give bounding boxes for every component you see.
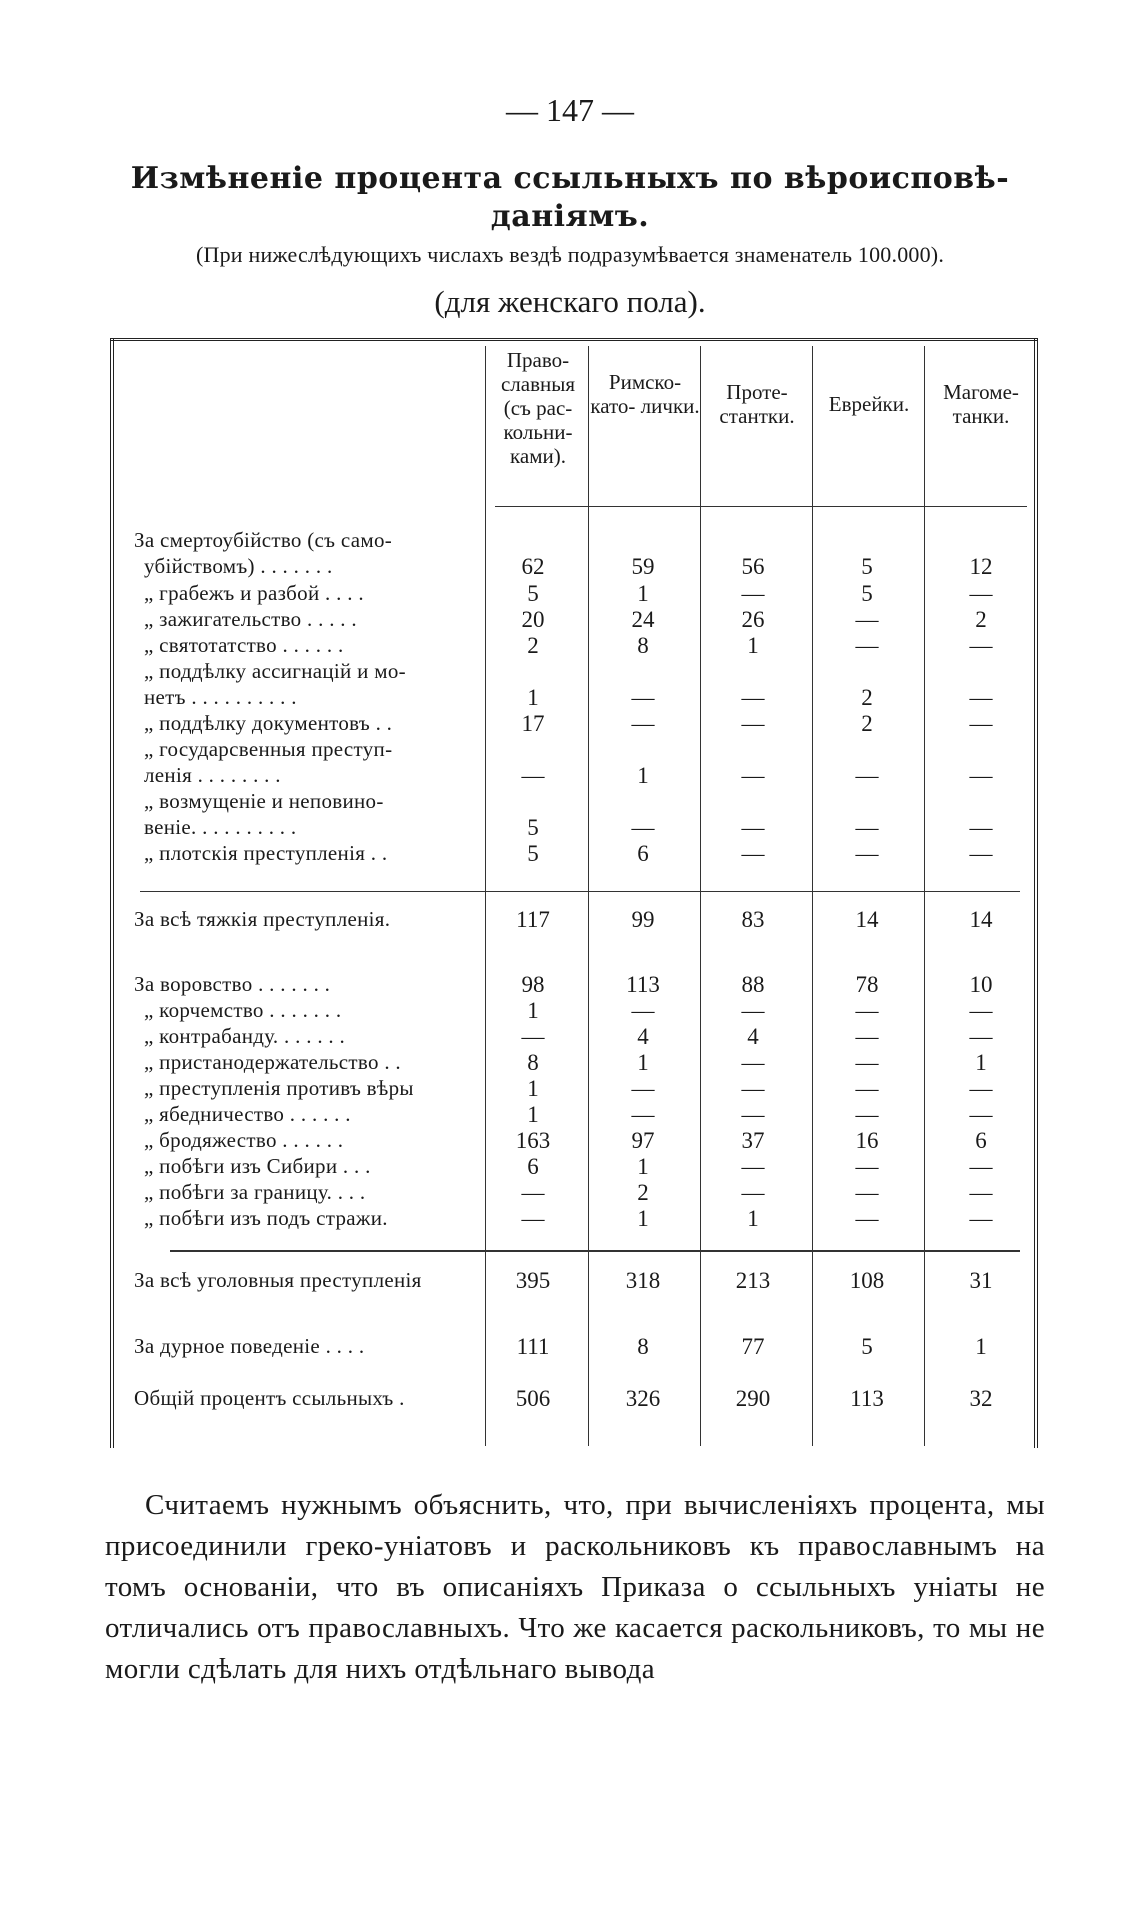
table-row bbox=[110, 1154, 1038, 1180]
cell-value: 4 bbox=[747, 1024, 759, 1049]
row-label: „ государсвенныя преступ- bbox=[144, 737, 393, 761]
cell-value: — bbox=[969, 1024, 993, 1049]
table-row bbox=[110, 1024, 1038, 1050]
cell-value: — bbox=[741, 998, 765, 1023]
cell-value: 88 bbox=[741, 972, 765, 997]
cell-value: 1 bbox=[637, 1154, 649, 1179]
cell-value: — bbox=[969, 815, 993, 840]
cell-value: 117 bbox=[516, 907, 550, 932]
cell-value: 8 bbox=[637, 1334, 649, 1359]
header-orthodox: Право- славныя (съ рас- кольни- ками). bbox=[500, 348, 576, 468]
cell-value: 1 bbox=[527, 685, 539, 710]
cell-value: 1 bbox=[527, 1076, 539, 1101]
cell-value: — bbox=[969, 763, 993, 788]
row-label: „ бродяжество . . . . . . bbox=[144, 1128, 344, 1152]
table-row bbox=[110, 1050, 1038, 1076]
row-label: „ пристанодержательство . . bbox=[144, 1050, 401, 1074]
table-top-border bbox=[110, 338, 1038, 341]
cell-value: — bbox=[631, 1102, 655, 1127]
cell-value: 83 bbox=[741, 907, 765, 932]
section-divider bbox=[140, 891, 1020, 892]
table-row bbox=[110, 1076, 1038, 1102]
cell-value: — bbox=[741, 763, 765, 788]
page-number: — 147 — bbox=[506, 92, 634, 128]
row-label: „ корчемство . . . . . . . bbox=[144, 998, 342, 1022]
cell-value: 5 bbox=[527, 815, 539, 840]
cell-value: 5 bbox=[861, 554, 873, 579]
cell-value: 6 bbox=[527, 1154, 539, 1179]
cell-value: 113 bbox=[626, 972, 660, 997]
cell-value: — bbox=[969, 998, 993, 1023]
cell-value: 59 bbox=[631, 554, 655, 579]
cell-value: 5 bbox=[527, 581, 539, 606]
cell-value: 32 bbox=[969, 1386, 993, 1411]
cell-value: — bbox=[741, 1154, 765, 1179]
section-divider bbox=[170, 1250, 1020, 1252]
data-table bbox=[110, 338, 1038, 1448]
cell-value: 20 bbox=[521, 607, 545, 632]
cell-value: — bbox=[855, 998, 879, 1023]
cell-value: 78 bbox=[855, 972, 879, 997]
table-row bbox=[110, 763, 1038, 789]
cell-value: — bbox=[855, 1154, 879, 1179]
cell-value: — bbox=[969, 1154, 993, 1179]
cell-value: — bbox=[855, 1024, 879, 1049]
table-row-total bbox=[110, 1386, 1038, 1412]
cell-value: 2 bbox=[637, 1180, 649, 1205]
cell-value: — bbox=[741, 815, 765, 840]
row-label: „ грабежъ и разбой . . . . bbox=[144, 581, 364, 605]
table-row bbox=[110, 1102, 1038, 1128]
table-row-total bbox=[110, 1268, 1038, 1294]
cell-value: — bbox=[521, 1024, 545, 1049]
cell-value: 1 bbox=[637, 581, 649, 606]
cell-value: 16 bbox=[855, 1128, 879, 1153]
cell-value: 213 bbox=[735, 1268, 771, 1293]
table-row bbox=[110, 607, 1038, 633]
cell-value: — bbox=[969, 685, 993, 710]
cell-value: — bbox=[855, 763, 879, 788]
cell-value: 98 bbox=[521, 972, 545, 997]
cell-value: 1 bbox=[747, 1206, 759, 1231]
cell-value: — bbox=[855, 1180, 879, 1205]
cell-value: — bbox=[855, 841, 879, 866]
cell-value: 56 bbox=[741, 554, 765, 579]
row-label: За всѣ уголовныя преступленія bbox=[134, 1268, 422, 1292]
cell-value: 1 bbox=[975, 1050, 987, 1075]
cell-value: 108 bbox=[849, 1268, 885, 1293]
cell-value: — bbox=[741, 1050, 765, 1075]
row-label: „ зажигательство . . . . . bbox=[144, 607, 357, 631]
row-label: ленія . . . . . . . . bbox=[144, 763, 281, 787]
cell-value: 1 bbox=[527, 998, 539, 1023]
row-label: „ поддѣлку документовъ . . bbox=[144, 711, 393, 735]
cell-value: — bbox=[855, 1102, 879, 1127]
table-row-total bbox=[110, 907, 1038, 933]
cell-value: — bbox=[521, 1180, 545, 1205]
cell-value: 6 bbox=[975, 1128, 987, 1153]
row-label: „ святотатство . . . . . . bbox=[144, 633, 344, 657]
cell-value: 5 bbox=[527, 841, 539, 866]
cell-value: 1 bbox=[747, 633, 759, 658]
subtitle-gender: (для женскаго пола). bbox=[434, 284, 706, 319]
table-row bbox=[110, 815, 1038, 841]
row-label: „ поддѣлку ассигнацій и мо- bbox=[144, 659, 406, 683]
cell-value: 5 bbox=[861, 1334, 873, 1359]
cell-value: — bbox=[631, 711, 655, 736]
cell-value: 14 bbox=[855, 907, 879, 932]
row-label: веніе. . . . . . . . . . bbox=[144, 815, 297, 839]
row-label: За дурное поведеніе . . . . bbox=[134, 1334, 365, 1358]
header-catholic: Римско- като- лички. bbox=[590, 370, 700, 418]
cell-value: 77 bbox=[741, 1334, 765, 1359]
table-row bbox=[110, 528, 1038, 554]
cell-value: — bbox=[855, 815, 879, 840]
cell-value: 99 bbox=[631, 907, 655, 932]
cell-value: — bbox=[741, 1076, 765, 1101]
cell-value: 1 bbox=[637, 1050, 649, 1075]
cell-value: 395 bbox=[515, 1268, 551, 1293]
cell-value: — bbox=[631, 1076, 655, 1101]
cell-value: — bbox=[855, 1206, 879, 1231]
table-row bbox=[110, 581, 1038, 607]
row-label: „ побѣги за границу. . . . bbox=[144, 1180, 366, 1204]
cell-value: 1 bbox=[975, 1334, 987, 1359]
cell-value: 10 bbox=[969, 972, 993, 997]
row-label: За смертоубійство (съ само- bbox=[134, 528, 393, 552]
cell-value: 113 bbox=[850, 1386, 884, 1411]
header-underline bbox=[495, 506, 1027, 507]
cell-value: 24 bbox=[631, 607, 655, 632]
cell-value: 1 bbox=[637, 1206, 649, 1231]
cell-value: 2 bbox=[527, 633, 539, 658]
cell-value: 2 bbox=[861, 685, 873, 710]
row-label: „ возмущеніе и неповино- bbox=[144, 789, 384, 813]
header-jewish: Еврейки. bbox=[828, 392, 910, 416]
table-row bbox=[110, 972, 1038, 998]
cell-value: — bbox=[741, 711, 765, 736]
header-muslim: Магоме- танки. bbox=[943, 380, 1019, 428]
cell-value: 8 bbox=[637, 633, 649, 658]
cell-value: — bbox=[631, 685, 655, 710]
cell-value: — bbox=[969, 841, 993, 866]
table-row bbox=[110, 998, 1038, 1024]
cell-value: 2 bbox=[975, 607, 987, 632]
cell-value: 1 bbox=[637, 763, 649, 788]
cell-value: 318 bbox=[625, 1268, 661, 1293]
row-label: нетъ . . . . . . . . . . bbox=[144, 685, 297, 709]
cell-value: 17 bbox=[521, 711, 545, 736]
table-row bbox=[110, 789, 1038, 815]
cell-value: — bbox=[969, 1206, 993, 1231]
subtitle-note: (При нижеслѣдующихъ числахъ вездѣ подразумѣвается знаменатель 100.000). bbox=[195, 242, 945, 267]
row-label: „ преступленія противъ вѣры bbox=[144, 1076, 414, 1100]
table-row bbox=[110, 1206, 1038, 1232]
cell-value: — bbox=[741, 685, 765, 710]
cell-value: 5 bbox=[861, 581, 873, 606]
cell-value: 8 bbox=[527, 1050, 539, 1075]
table-row bbox=[110, 554, 1038, 580]
cell-value: — bbox=[855, 607, 879, 632]
row-label: „ плотскія преступленія . . bbox=[144, 841, 388, 865]
cell-value: 97 bbox=[631, 1128, 655, 1153]
cell-value: — bbox=[969, 633, 993, 658]
cell-value: 6 bbox=[637, 841, 649, 866]
row-label: „ контрабанду. . . . . . . bbox=[144, 1024, 346, 1048]
cell-value: — bbox=[969, 1102, 993, 1127]
cell-value: 26 bbox=[741, 607, 765, 632]
cell-value: — bbox=[741, 1180, 765, 1205]
table-row bbox=[110, 633, 1038, 659]
table-row bbox=[110, 1128, 1038, 1154]
table-row bbox=[110, 711, 1038, 737]
table-row bbox=[110, 737, 1038, 763]
cell-value: — bbox=[741, 841, 765, 866]
cell-value: 37 bbox=[741, 1128, 765, 1153]
cell-value: — bbox=[855, 1050, 879, 1075]
cell-value: 14 bbox=[969, 907, 993, 932]
table-row bbox=[110, 1334, 1038, 1360]
header-protestant: Проте- стантки. bbox=[719, 380, 795, 428]
row-label: „ побѣги изъ Сибири . . . bbox=[144, 1154, 371, 1178]
row-label: За всѣ тяжкія преступленія. bbox=[134, 907, 391, 931]
cell-value: — bbox=[969, 581, 993, 606]
table-row bbox=[110, 685, 1038, 711]
cell-value: — bbox=[741, 581, 765, 606]
cell-value: — bbox=[631, 998, 655, 1023]
cell-value: 1 bbox=[527, 1102, 539, 1127]
cell-value: — bbox=[631, 815, 655, 840]
cell-value: — bbox=[969, 1076, 993, 1101]
cell-value: — bbox=[741, 1102, 765, 1127]
cell-value: 2 bbox=[861, 711, 873, 736]
cell-value: — bbox=[521, 1206, 545, 1231]
cell-value: 12 bbox=[969, 554, 993, 579]
cell-value: 62 bbox=[521, 554, 545, 579]
cell-value: 31 bbox=[969, 1268, 993, 1293]
row-label: „ побѣги изъ подъ стражи. bbox=[144, 1206, 388, 1230]
row-label: Общій процентъ ссыльныхъ . bbox=[134, 1386, 405, 1410]
cell-value: — bbox=[969, 711, 993, 736]
cell-value: 4 bbox=[637, 1024, 649, 1049]
cell-value: — bbox=[521, 763, 545, 788]
cell-value: — bbox=[969, 1180, 993, 1205]
row-label: „ ябедничество . . . . . . bbox=[144, 1102, 351, 1126]
cell-value: 326 bbox=[625, 1386, 661, 1411]
row-label: убійствомъ) . . . . . . . bbox=[144, 554, 333, 578]
body-paragraph: Считаемъ нужнымъ объяснить, что, при вычисленіяхъ процента, мы присоединили греко-уніатовъ и раскольниковъ къ православнымъ на томъ основаніи, что въ описаніяхъ Приказа о ссыльныхъ уніаты не отличались отъ православныхъ. Что же касается раскольниковъ, то мы не могли сдѣлать для нихъ отдѣльнаго вывода bbox=[105, 1489, 1045, 1685]
cell-value: — bbox=[855, 1076, 879, 1101]
cell-value: — bbox=[855, 633, 879, 658]
cell-value: 506 bbox=[515, 1386, 551, 1411]
page-title: Измѣненіе процента ссыльныхъ по вѣроисповѣ- даніямъ. bbox=[130, 161, 1010, 234]
table-row bbox=[110, 1180, 1038, 1206]
cell-value: 163 bbox=[515, 1128, 551, 1153]
table-row bbox=[110, 841, 1038, 867]
table-row bbox=[110, 659, 1038, 685]
row-label: За воровство . . . . . . . bbox=[134, 972, 331, 996]
cell-value: 290 bbox=[735, 1386, 771, 1411]
cell-value: 111 bbox=[516, 1334, 550, 1359]
